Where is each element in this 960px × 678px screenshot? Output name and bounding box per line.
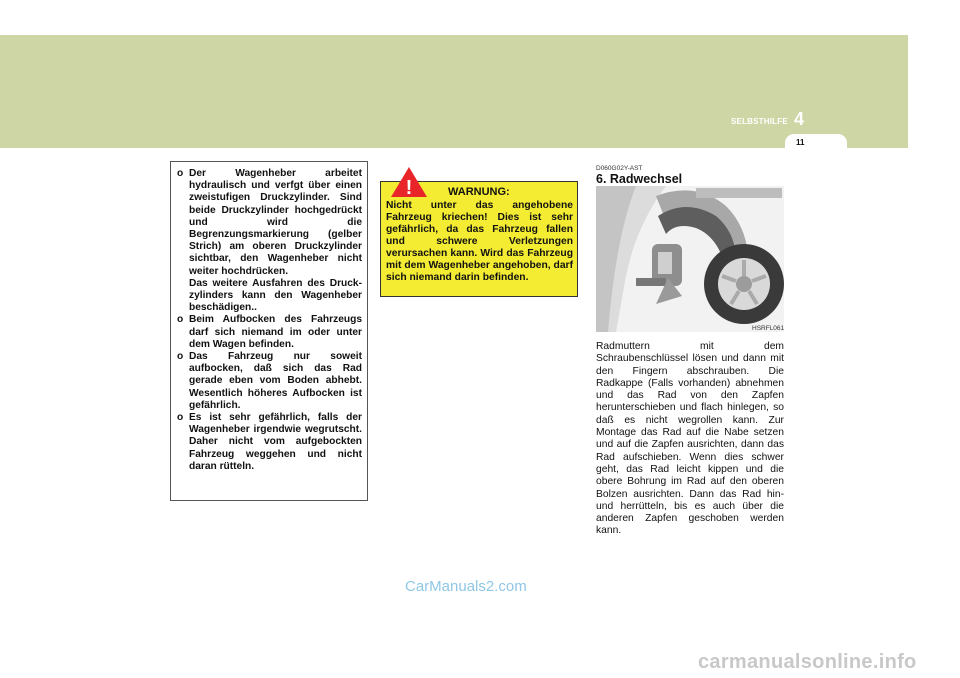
list-item <box>177 412 362 473</box>
bullet-mark: o <box>177 314 184 326</box>
image-code: HSRFL061 <box>752 325 785 332</box>
warning-icon-glyph: ! <box>405 177 413 198</box>
watermark-carmanuals2[interactable]: CarManuals2.com <box>405 578 527 595</box>
section-heading: 6. Radwechsel <box>596 172 683 186</box>
list-item <box>177 351 362 412</box>
section-body-text: Radmuttern mit dem Schraubenschlüssel lösen und dann mit den Fingern abschrauben. Die Radkappe (Falls vorhanden) abnehmen und das Rad von den Zapfen herunterschieben und flach hinlegen, so daß es nicht wegrollen kann. Zur Montage das Rad auf die Nabe setzen und auf die Zapfen ausrichten, dann das Rad aufschieben. Wenn dies schwer geht, das Rad leicht kippen und die obere Bohrung im Rad auf den oberen Bolzen ausrichten. Dann das Rad hin- und herrütteln, bis es auch über die anderen Zapfen geschoben werden kann. <box>596 341 784 537</box>
wheel-change-photo <box>596 186 784 332</box>
bullet-text: Das Fahrzeug nur soweit aufbocken, daß sich das Rad gerade eben vom Boden abhebt. Wesentlich höheres Aufbocken ist gefährlich. <box>189 351 362 411</box>
warning-title: WARNUNG: <box>448 186 510 198</box>
bullet-text: Der Wagenheber arbeitet hydraulisch und verfgt über einen zweistufigen Druckzylinder. Sind beide Druckzylinder hochgedrückt und wird die Begrenzungsmarkierung (gelber Strich) am oberen Druckzylinder sichtbar, den Wagenheber nicht weiter hochdrücken. <box>189 168 362 277</box>
watermark-carmanualsonline[interactable]: carmanualsonline.info <box>698 651 917 673</box>
warning-triangle-icon <box>390 166 428 198</box>
warning-text: Nicht unter das angehobene Fahrzeug kriechen! Dies ist sehr gefährlich, da das Fahrzeug fallen und schwere Verletzungen verursachen kann. Wird das Fahrzeug mit dem Wagenheber angehoben, darf sich niemand darin befinden. <box>386 200 573 283</box>
section-code: D060G02Y-AST <box>596 165 643 172</box>
bullet-text: Es ist sehr gefährlich, falls der Wagenheber irgendwie wegrutscht. Daher nicht vom aufgebockten Fahrzeug weggehen und nicht daran rütteln. <box>189 412 362 472</box>
warning-box <box>380 181 578 297</box>
bullet-mark: o <box>177 168 184 179</box>
section-label: SELBSTHILFE <box>731 117 788 126</box>
list-item <box>177 314 362 351</box>
header-band <box>0 35 908 148</box>
bullet-extra-text: Das weitere Ausfahren des Druck-zylinders kann den Wagenheber beschädigen.. <box>189 277 362 314</box>
bullet-mark: o <box>177 351 184 363</box>
bullet-mark: o <box>177 412 184 424</box>
list-item <box>177 168 362 314</box>
chapter-number: 4 <box>794 109 805 129</box>
page-number-tab <box>785 134 847 152</box>
bullet-text: Beim Aufbocken des Fahrzeugs darf sich niemand im oder unter dem Wagen befinden. <box>189 314 362 350</box>
caution-bullet-box <box>170 161 368 501</box>
page-number: 11 <box>796 138 805 147</box>
